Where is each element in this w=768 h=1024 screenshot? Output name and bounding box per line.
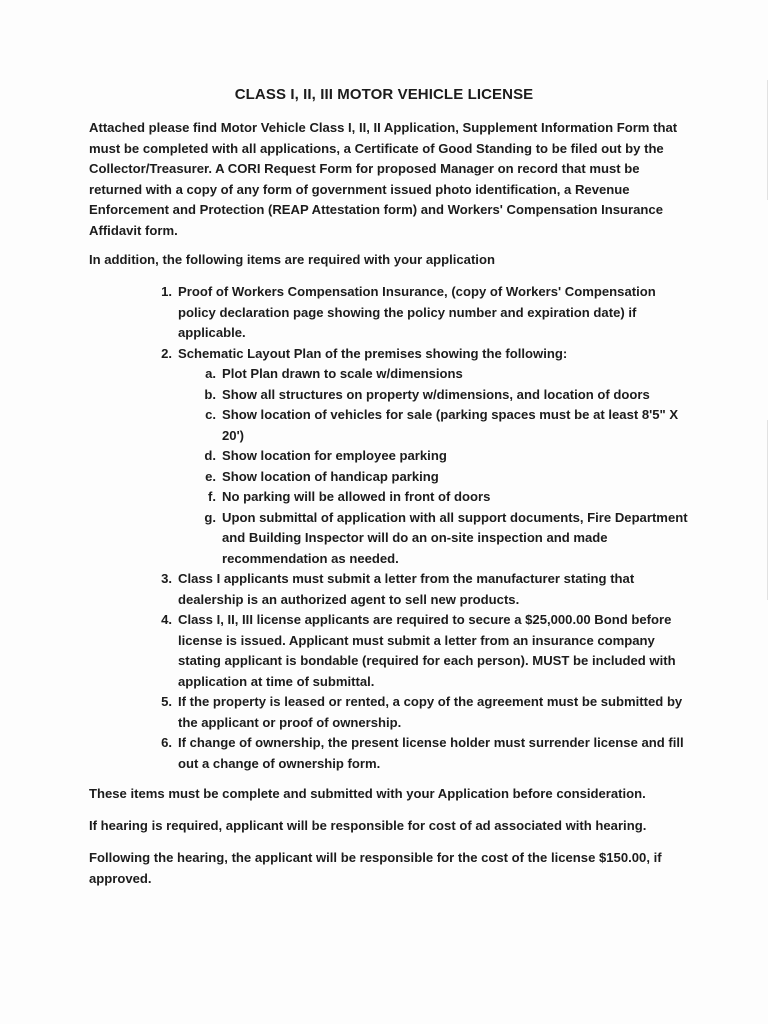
requirement-number: 3. [161,571,172,586]
sub-item-letter: d. [204,448,216,463]
requirement-text: Proof of Workers Compensation Insurance, (copy of Workers' Compensation policy declaration page showing the policy number and expiration date) if applicable. [178,284,656,340]
sub-item [198,467,690,488]
requirement-text: If the property is leased or rented, a copy of the agreement must be submitted by the applicant or proof of ownership. [178,694,683,730]
requirement-number: 5. [161,694,172,709]
sub-item-text: Upon submittal of application with all support documents, Fire Department and Building Inspector will do an on-site inspection and made recommendation as needed. [222,509,688,566]
requirement-text: Class I, II, III license applicants are required to secure a $25,000.00 Bond before license is issued. Applicant must submit a letter from an insurance company stating applicant is bondable (required for each person). MUST be included with application at time of submittal. [178,612,676,689]
requirement-item [150,692,690,733]
sub-item-letter: g. [204,509,216,525]
sub-item [198,405,690,446]
requirement-number: 1. [161,284,172,299]
document-title: CLASS I, II, III MOTOR VEHICLE LICENSE [234,86,534,103]
layout-plan-sublist [178,364,690,569]
sub-item [198,487,690,508]
closing-paragraph: Following the hearing, the applicant will be responsible for the cost of the license $150.00, if approved. [89,850,662,886]
sub-item-letter: a. [205,366,216,381]
requirement-item [150,282,690,344]
requirement-item [150,733,690,774]
sub-item-letter: e. [205,468,216,484]
requirement-number: 4. [161,612,172,627]
sub-item [198,446,690,467]
requirement-number: 2. [161,345,172,361]
requirement-text: Class I applicants must submit a letter from the manufacturer stating that dealership is an authorized agent to sell new products. [178,571,635,607]
requirement-item [150,610,690,692]
sub-item-letter: f. [208,489,216,504]
requirements-list [150,282,690,774]
sub-item-text: Show location of vehicles for sale (parking spaces must be at least 8'5" X 20') [222,407,679,443]
requirement-number: 6. [161,735,172,750]
closing-paragraph: These items must be complete and submitted with your Application before consideration. [89,786,646,801]
sub-item [198,508,690,570]
sub-item-letter: b. [204,386,216,402]
sub-item-text: Show location of handicap parking [222,468,439,484]
sub-item [198,364,690,385]
addition-line: In addition, the following items are required with your application [89,252,495,267]
requirement-item [150,569,690,610]
sub-item-letter: c. [205,407,216,422]
sub-item [198,385,690,406]
requirement-text: If change of ownership, the present license holder must surrender license and fill out a change of ownership form. [178,735,684,771]
intro-paragraph: Attached please find Motor Vehicle Class I, II, II Application, Supplement Information Form that must be completed with all applications, a Certificate of Good Standing to be filed out by the Collector/Treasurer. A CORI Request Form for proposed Manager on record that must be returned with a copy of any form of government issued photo identification, a Revenue Enforcement and Protection (REAP Attestation form) and Workers' Compensation Insurance Affidavit form. [89,120,678,238]
closing-paragraph: If hearing is required, applicant will be responsible for cost of ad associated with hearing. [89,818,647,833]
sub-item-text: Show all structures on property w/dimensions, and location of doors [222,386,650,402]
requirement-item [150,344,690,570]
sub-item-text: Plot Plan drawn to scale w/dimensions [222,366,463,381]
sub-item-text: No parking will be allowed in front of doors [222,489,491,504]
requirement-text: Schematic Layout Plan of the premises showing the following: [178,345,568,361]
sub-item-text: Show location for employee parking [222,448,447,463]
